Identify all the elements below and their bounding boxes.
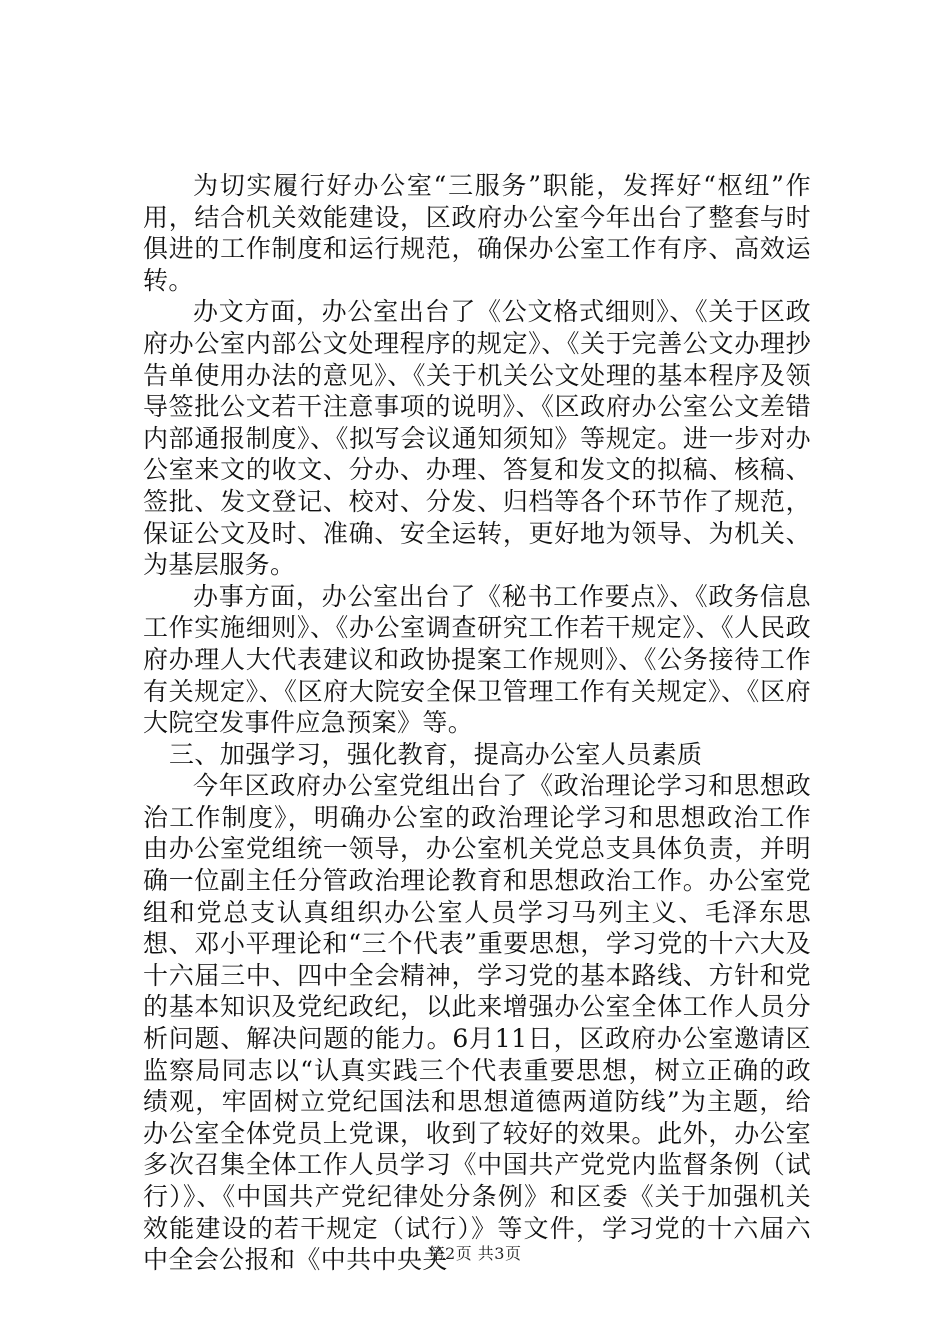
paragraph-intro: 为切实履行好办公室“三服务”职能，发挥好“枢纽”作用，结合机关效能建设，区政府办公室今年出台了整套与时俱进的工作制度和运行规范，确保办公室工作有序、高效运转。 bbox=[143, 171, 811, 295]
section-heading: 三、加强学习，强化教育，提高办公室人员素质 bbox=[169, 739, 703, 769]
page-indicator: 第2页 共3页 bbox=[428, 1244, 522, 1263]
paragraph-affairs-handling: 办事方面，办公室出台了《秘书工作要点》、《政务信息工作实施细则》、《办公室调查研究工作若干规定》、《人民政府办理人大代表建议和政协提案工作规则》、《公务接待工作有关规定》、《区府大院安全保卫管理工作有关规定》、《区府大院空发事件应急预案》等。 bbox=[143, 581, 811, 738]
page-footer bbox=[0, 1244, 950, 1264]
paragraph-document-handling: 办文方面，办公室出台了《公文格式细则》、《关于区政府办公室内部公文处理程序的规定》、《关于完善公文办理抄告单使用办法的意见》、《关于机关公文处理的基本程序及领导签批公文若干注意事项的说明》、《区政府办公室公文差错内部通报制度》、《拟写会议通知须知》等规定。进一步对办公室来文的收文、分办、办理、答复和发文的拟稿、核稿、签批、发文登记、校对、分发、归档等各个环节作了规范，保证公文及时、准确、安全运转，更好地为领导、为机关、为基层服务。 bbox=[143, 297, 811, 580]
document-body bbox=[143, 170, 811, 1276]
paragraph-study-education: 今年区政府办公室党组出台了《政治理论学习和思想政治工作制度》，明确办公室的政治理论学习和思想政治工作由办公室党组统一领导，办公室机关党总支具体负责，并明确一位副主任分管政治理论教育和思想政治工作。办公室党组和党总支认真组织办公室人员学习马列主义、毛泽东思想、邓小平理论和“三个代表”重要思想，学习党的十六大及十六届三中、四中全会精神，学习党的基本路线、方针和党的基本知识及党纪政纪，以此来增强办公室全体工作人员分析问题、解决问题的能力。6月11日，区政府办公室邀请区监察局同志以“认真实践三个代表重要思想，树立正确的政绩观，牢固树立党纪国法和思想道德两道防线”为主题，给办公室全体党员上党课，收到了较好的效果。此外，办公室多次召集全体工作人员学习《中国共产党党内监督条例（试行）》、《中国共产党纪律处分条例》和区委《关于加强机关效能建设的若干规定（试行）》等文件，学习党的十六届六中全会公报和《中共中央关 bbox=[143, 771, 811, 1275]
